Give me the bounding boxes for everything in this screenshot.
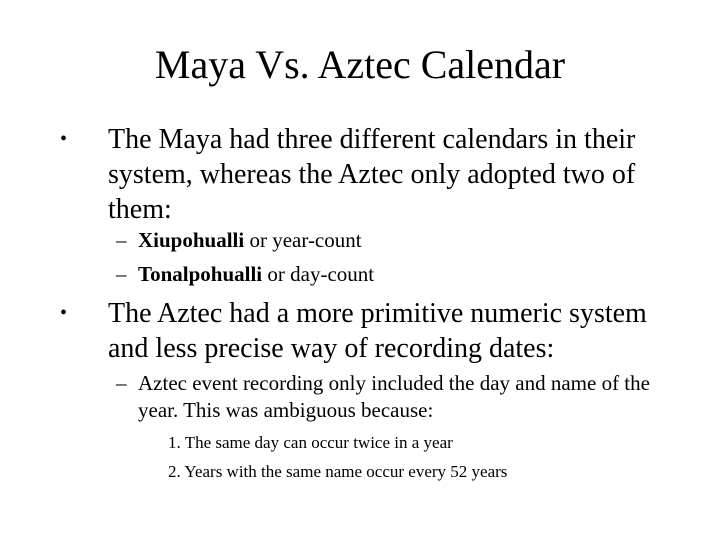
subpoint-2-1 xyxy=(116,370,678,424)
subpoint-1-1-term: Xiupohualli xyxy=(138,228,245,252)
dash-symbol: – xyxy=(116,262,127,286)
dash-symbol: – xyxy=(116,228,127,252)
subpoint-1-2 xyxy=(116,261,698,288)
subpoint-2-1-text: Aztec event recording only included the day and name of the year. This was ambiguous because: xyxy=(138,371,650,422)
bullet-point-1 xyxy=(60,122,668,227)
bullet-point-1-text: The Maya had three different calendars in their system, whereas the Aztec only adopted two of them: xyxy=(108,124,636,225)
subpoint-1-2-rest: or day-count xyxy=(262,262,375,286)
numbered-item-1: 1. The same day can occur twice in a year xyxy=(168,433,453,452)
subpoint-1-1-rest: or year-count xyxy=(244,228,362,252)
dash-symbol: – xyxy=(116,371,127,395)
bullet-symbol: • xyxy=(60,128,68,150)
subpoint-1-2-term: Tonalpohualli xyxy=(138,262,263,286)
bullet-point-2-text: The Aztec had a more primitive numeric system and less precise way of recording dates: xyxy=(108,298,647,364)
slide-title: Maya Vs. Aztec Calendar xyxy=(154,42,566,87)
bullet-point-2 xyxy=(60,296,668,366)
subpoint-1-1 xyxy=(116,227,698,254)
numbered-item-2: 2. Years with the same name occur every 52 years xyxy=(168,462,508,481)
bullet-symbol: • xyxy=(60,302,68,324)
